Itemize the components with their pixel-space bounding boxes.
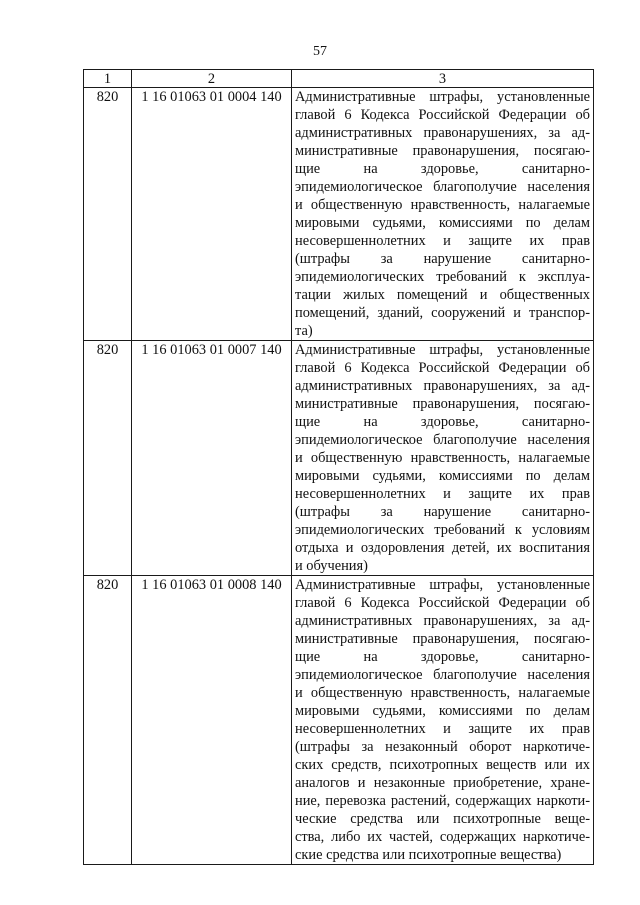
- budget-codes-table: [83, 69, 594, 865]
- description-line: мировыми судьями, комиссиями по делам: [295, 703, 590, 719]
- page-number: 57: [313, 44, 327, 59]
- description-line: (штрафы за незаконный оборот наркотиче-: [295, 739, 590, 755]
- table-row: [84, 341, 594, 576]
- description-line: и общественную нравственность, налагаемые: [295, 197, 590, 213]
- description-line: ские средства или психотропные вещества): [295, 847, 562, 863]
- table-row: [84, 576, 594, 865]
- description-line: мировыми судьями, комиссиями по делам: [295, 215, 590, 231]
- admin-code-cell: 820: [84, 88, 132, 341]
- description-line: Административные штрафы, установленные: [295, 577, 590, 593]
- description-cell: [292, 576, 594, 865]
- column-header-2: 2: [132, 70, 292, 88]
- description-line: мировыми судьями, комиссиями по делам: [295, 468, 590, 484]
- kbk-code-cell: 1 16 01063 01 0008 140: [132, 576, 292, 865]
- column-header-3: 3: [292, 70, 594, 88]
- kbk-code-cell: 1 16 01063 01 0004 140: [132, 88, 292, 341]
- description-line: щие на здоровье, санитарно-: [295, 649, 590, 665]
- description-line: и общественную нравственность, налагаемые: [295, 685, 590, 701]
- description-line: ства, либо их частей, содержащих наркотиче-: [295, 829, 590, 845]
- description-line: отдыха и оздоровления детей, их воспитания: [295, 540, 590, 556]
- description-line: Административные штрафы, установленные: [295, 342, 590, 358]
- description-line: (штрафы за нарушение санитарно-: [295, 251, 590, 267]
- description-line: щие на здоровье, санитарно-: [295, 414, 590, 430]
- description-line: министративные правонарушения, посягаю-: [295, 143, 590, 159]
- description-line: административных правонарушениях, за ад-: [295, 378, 590, 394]
- description-cell: [292, 341, 594, 576]
- description-line: та): [295, 323, 313, 339]
- description-line: главой 6 Кодекса Российской Федерации об: [295, 360, 590, 376]
- description-line: эпидемиологическое благополучие населения: [295, 179, 590, 195]
- column-header-1: 1: [84, 70, 132, 88]
- description-line: главой 6 Кодекса Российской Федерации об: [295, 107, 590, 123]
- description-line: эпидемиологическое благополучие населения: [295, 667, 590, 683]
- description-line: и обучения): [295, 558, 368, 574]
- description-line: эпидемиологических требований к эксплуа-: [295, 269, 590, 285]
- description-line: помещений, зданий, сооружений и транспор-: [295, 305, 590, 321]
- description-line: щие на здоровье, санитарно-: [295, 161, 590, 177]
- description-line: Административные штрафы, установленные: [295, 89, 590, 105]
- table-header-row: [84, 70, 594, 88]
- admin-code-cell: 820: [84, 341, 132, 576]
- description-line: главой 6 Кодекса Российской Федерации об: [295, 595, 590, 611]
- description-line: ских средств, психотропных веществ или их: [295, 757, 590, 773]
- description-line: тации жилых помещений и общественных: [295, 287, 590, 303]
- description-line: несовершеннолетних и защите их прав: [295, 233, 590, 249]
- description-line: несовершеннолетних и защите их прав: [295, 721, 590, 737]
- description-line: эпидемиологическое благополучие населения: [295, 432, 590, 448]
- description-line: эпидемиологических требований к условиям: [295, 522, 590, 538]
- description-line: несовершеннолетних и защите их прав: [295, 486, 590, 502]
- description-line: министративные правонарушения, посягаю-: [295, 631, 590, 647]
- description-line: ние, перевозка растений, содержащих наркоти-: [295, 793, 590, 809]
- description-line: министративные правонарушения, посягаю-: [295, 396, 590, 412]
- description-cell: [292, 88, 594, 341]
- description-line: ческие средства или психотропные веще-: [295, 811, 590, 827]
- description-line: и общественную нравственность, налагаемые: [295, 450, 590, 466]
- table-body: [84, 88, 594, 865]
- description-line: (штрафы за нарушение санитарно-: [295, 504, 590, 520]
- description-line: административных правонарушениях, за ад-: [295, 125, 590, 141]
- description-line: аналогов и незаконные приобретение, хране-: [295, 775, 590, 791]
- kbk-code-cell: 1 16 01063 01 0007 140: [132, 341, 292, 576]
- admin-code-cell: 820: [84, 576, 132, 865]
- description-line: административных правонарушениях, за ад-: [295, 613, 590, 629]
- table-row: [84, 88, 594, 341]
